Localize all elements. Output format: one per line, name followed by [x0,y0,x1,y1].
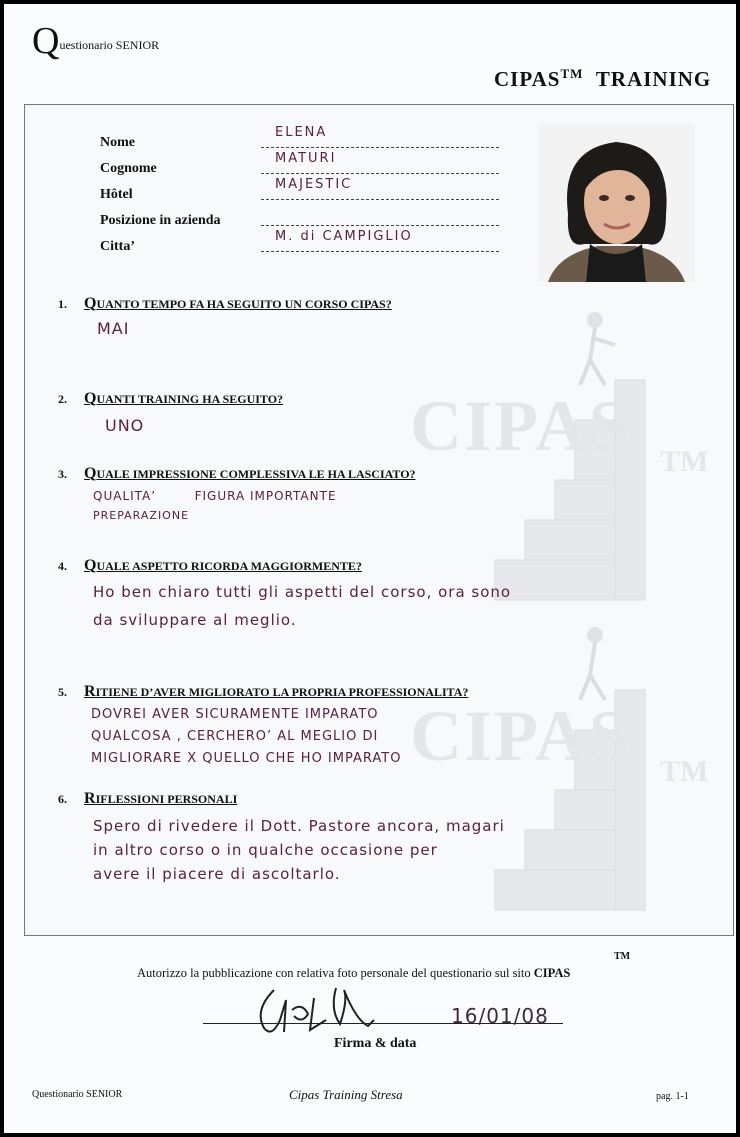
answer-4-line-2: da sviluppare al meglio. [93,611,297,629]
watermark-tm: TM [660,445,709,478]
header-title: uestionario SENIOR [59,38,160,52]
signature-date: 16/01/08 [451,1004,549,1028]
answer-5-line-1: DOVREI AVER SICURAMENTE IMPARATO [91,707,379,722]
header-initial: Q [32,20,60,62]
brand-tm: TM [560,66,584,81]
field-label-cognome: Cognome [100,161,157,176]
answer-6-line-2: in altro corso o in qualche occasione per [93,841,438,859]
field-value-cognome: MATURI [275,151,337,166]
question-initial: Q [84,390,97,407]
watermark-text-2: CIPAS [410,696,631,776]
answer-5-line-3: MIGLIORARE X QUELLO CHE HO IMPARATO [91,751,402,766]
signature-icon [244,980,394,1040]
question-number: 1. [58,297,67,311]
profile-photo [538,124,695,282]
answer-5-line-2: QUALCOSA , CERCHERO’ AL MEGLIO DI [91,729,379,744]
question-1 [58,295,392,313]
question-initial: Q [84,465,97,482]
brand-name: CIPAS [494,67,561,91]
document-header [32,20,160,62]
question-number: 2. [58,392,67,406]
question-text: UANTO TEMPO FA HA SEGUITO UN CORSO CIPAS? [96,297,392,311]
question-text: UALE ASPETTO RICORDA MAGGIORMENTE? [96,559,362,573]
answer-3-line-1: QUALITA’ FIGURA IMPORTANTE [93,489,337,503]
brand-suffix: TRAINING [595,67,712,91]
field-value-citta: M. di CAMPIGLIO [275,229,413,244]
question-text: ITIENE D’AVER MIGLIORATO LA PROPRIA PROFESSIONALITA? [95,685,469,699]
question-5 [58,683,468,701]
field-label-hotel: Hôtel [100,187,133,202]
field-label-nome: Nome [100,135,135,150]
field-label-citta: Citta’ [100,239,135,254]
footer-right: pag. 1-1 [656,1091,689,1102]
question-initial: Q [84,557,97,574]
person-photo-icon [538,124,695,282]
question-initial: R [84,683,96,700]
field-label-posizione: Posizione in azienda [100,213,221,228]
field-value-nome: ELENA [275,125,328,140]
brand-title [494,66,711,92]
answer-2-line-1: UNO [105,416,145,435]
question-3 [58,465,416,483]
answer-6-line-3: avere il piacere di ascoltarlo. [93,865,341,883]
question-text: UALE IMPRESSIONE COMPLESSIVA LE HA LASCIATO? [96,467,416,481]
question-4 [58,557,362,575]
authorization-prefix: Autorizzo la pubblicazione con relativa foto personale del questionario sul sito [137,966,534,980]
question-text: UANTI TRAINING HA SEGUITO? [96,392,284,406]
footer-center: Cipas Training Stresa [289,1087,403,1102]
question-text: IFLESSIONI PERSONALI [95,792,238,806]
question-2 [58,390,283,408]
field-line-posizione [261,207,499,226]
answer-4-line-1: Ho ben chiaro tutti gli aspetti del corso, ora sono [93,583,512,601]
footer-left: Questionario SENIOR [32,1089,123,1100]
question-6 [58,790,237,808]
question-number: 4. [58,559,67,573]
question-number: 3. [58,467,67,481]
question-initial: Q [84,295,97,312]
answer-3-line-2: PREPARAZIONE [93,509,190,522]
question-number: 6. [58,792,67,806]
question-initial: R [84,790,96,807]
authorization-site: CIPAS [533,966,571,980]
watermark-tm-2: TM [660,755,709,788]
answer-6-line-1: Spero di rivedere il Dott. Pastore ancora, magari [93,817,505,835]
watermark-text: CIPAS [410,386,631,466]
question-number: 5. [58,685,67,699]
signature-label: Firma & data [334,1036,417,1051]
field-value-hotel: MAJESTIC [275,177,353,192]
answer-1-line-1: MAI [97,319,130,338]
authorization-text [137,966,570,981]
authorization-tm: TM [614,951,631,962]
